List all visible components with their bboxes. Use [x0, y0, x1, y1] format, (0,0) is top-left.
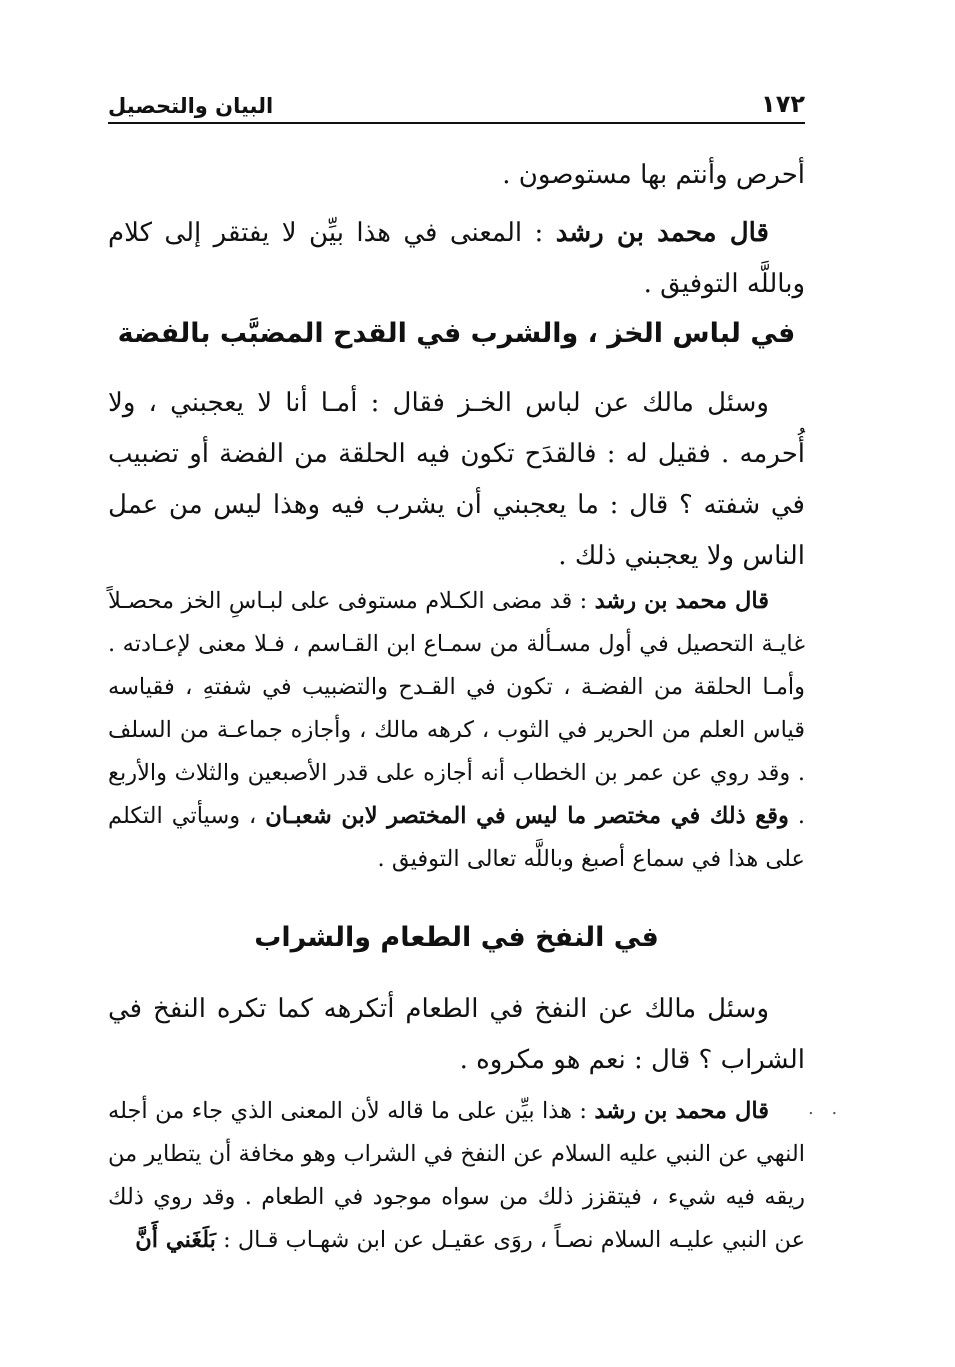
margin-dots: . . [808, 1098, 844, 1119]
running-header [108, 86, 805, 124]
paragraph-1 [108, 150, 805, 201]
paragraph-4-bold-phrase: وقع ذلك في مختصر ما ليس في المختصر لابن شعبـان [265, 803, 789, 829]
paragraph-4-text [108, 580, 805, 881]
paragraph-6-body: : هذا بيِّن على ما قاله لأن المعنى الذي جاء من أجله النهي عن النبي عليه السلام عن النفخ في الشراب وهو مخافة أن يتطاير من ريقه فيه شيء ، فيتقزز ذلك من سواه موجود في الطعام . وقد روي ذلك عن النبي عليـه السلام نصـاً ، روَى عقيـل عن ابن شهـاب قـال : [108, 1098, 805, 1253]
paragraph-3-text: وسئل مالك عن لباس الخـز فقال : أمـا أنا لا يعجبني ، ولا أُحرمه . فقيل له : فالقدَح تكون فيه الحلقة من الفضة أو تضبيب في شفته ؟ قال : ما يعجبني أن يشرب فيه وهذا ليس من عمل الناس ولا يعجبني ذلك . [108, 388, 805, 571]
paragraph-6 [108, 1090, 805, 1262]
paragraph-5 [108, 984, 805, 1086]
paragraph-4 [108, 580, 805, 881]
paragraph-4-body-end: ، وسيأتي التكلم على هذا في سماع أصبغ وباللَّه تعالى التوفيق . [108, 803, 805, 872]
section-heading-2: في النفخ في الطعام والشراب [254, 922, 659, 953]
section-heading-1: في لباس الخز ، والشرب في القدح المضبَّب بالفضة [117, 318, 796, 349]
paragraph-4-body: : قد مضى الكـلام مستوفى على لبـاسِ الخز محصـلاً غايـة التحصيل في أول مسـألة من سمـاع ابن القـاسم ، فـلا معنى لإعـادته . وأمـا الحلقة من الفضـة ، تكون في القـدح والتضبيب في شفتهِ ، فقياسه قياس العلم من الحرير في الثوب ، كرهه مالك ، وأجازه جماعـة من السلف . وقد روي عن عمر بن الخطاب أنه أجازه على قدر الأصبعين والثلاث والأربع . [108, 588, 806, 829]
paragraph-2 [108, 208, 805, 310]
paragraph-3 [108, 378, 805, 582]
paragraph-1-text: أحرص وأنتم بها مستوصون . [502, 160, 805, 190]
paragraph-5-text: وسئل مالك عن النفخ في الطعام أتكرهه كما تكره النفخ في الشراب ؟ قال : نعم هو مكروه . [108, 994, 805, 1075]
section-heading-1-wrap [108, 318, 805, 349]
speaker-label: قال محمد بن رشد [555, 218, 769, 248]
paragraph-2-text [108, 208, 805, 310]
running-title: البيان والتحصيل [108, 94, 274, 118]
paragraph-6-text [108, 1090, 805, 1262]
paragraph-6-bold-end: بَلَغَني أَنَّ [135, 1227, 216, 1253]
speaker-label: قال محمد بن رشد [594, 588, 769, 614]
page-number: ١٧٢ [761, 90, 805, 118]
section-heading-2-wrap [108, 922, 805, 953]
paragraph-2-body: : المعنى في هذا بيِّن لا يفتقر إلى كلام وباللَّه التوفيق . [108, 218, 805, 299]
speaker-label: قال محمد بن رشد [594, 1098, 769, 1124]
